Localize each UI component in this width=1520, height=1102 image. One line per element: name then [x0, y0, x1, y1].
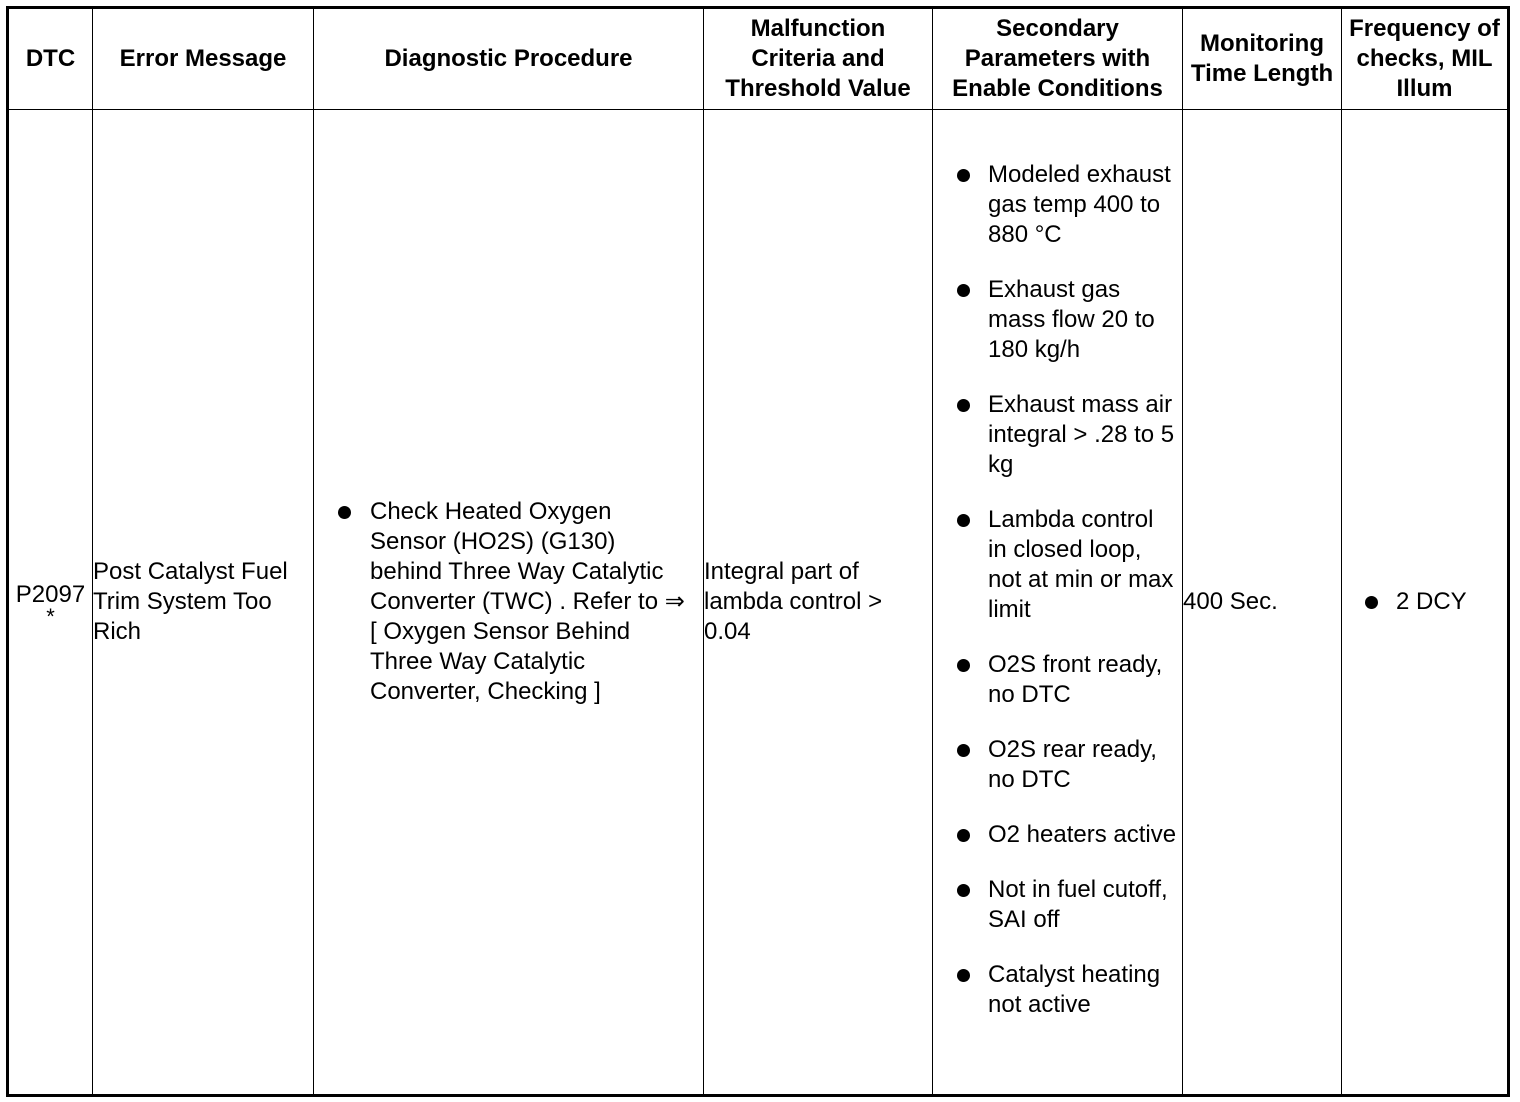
header-error-message: Error Message [93, 8, 314, 110]
frequency-cell [1342, 110, 1509, 1096]
parameter-text: O2S front ready, no DTC [988, 650, 1163, 708]
diagnostic-step-text: Check Heated Oxygen Sensor (HO2S) (G130) behind Three Way Catalytic Converter (TWC) . Refer to ⇒ [ Oxygen Sensor Behind Three Way Catalytic Converter, Checking ] [370, 498, 685, 705]
bullet-icon [957, 399, 970, 412]
table-row [8, 110, 1509, 1096]
malfunction-criteria-cell: Integral part of lambda control > 0.04 [704, 110, 933, 1096]
error-message-cell: Post Catalyst Fuel Trim System Too Rich [93, 110, 314, 1096]
bullet-icon [957, 284, 970, 297]
list-item [933, 160, 1182, 250]
dtc-code: P2097 [15, 581, 86, 608]
parameter-text: Exhaust mass air integral > .28 to 5 kg [988, 390, 1175, 478]
list-item [1342, 587, 1507, 617]
dtc-table [6, 6, 1510, 1097]
list-item [933, 650, 1182, 710]
list-item [933, 505, 1182, 625]
bullet-icon [957, 969, 970, 982]
frequency-text: 2 DCY [1396, 588, 1467, 615]
list-item [933, 390, 1182, 480]
table-header [8, 8, 1509, 110]
header-frequency: Frequency of checks, MIL Illum [1342, 8, 1509, 110]
secondary-parameters-list [933, 160, 1182, 1020]
bullet-icon [1365, 596, 1378, 609]
parameter-text: Catalyst heating not active [988, 960, 1161, 1018]
bullet-icon [957, 829, 970, 842]
header-malfunction-criteria: Malfunction Criteria and Threshold Value [704, 8, 933, 110]
header-diagnostic-procedure: Diagnostic Procedure [314, 8, 704, 110]
bullet-icon [338, 506, 351, 519]
bullet-icon [957, 514, 970, 527]
parameter-text: O2 heaters active [988, 820, 1177, 848]
secondary-parameters-cell [933, 110, 1183, 1096]
header-row [8, 8, 1509, 110]
parameter-text: Not in fuel cutoff, SAI off [988, 875, 1168, 933]
list-item [933, 275, 1182, 365]
dtc-cell [8, 110, 93, 1096]
list-item [314, 497, 703, 707]
bullet-icon [957, 884, 970, 897]
header-monitoring-time: Monitoring Time Length [1183, 8, 1342, 110]
parameter-text: Modeled exhaust gas temp 400 to 880 °C [988, 160, 1171, 248]
bullet-icon [957, 659, 970, 672]
list-item [933, 735, 1182, 795]
header-secondary-parameters: Secondary Parameters with Enable Conditions [933, 8, 1183, 110]
diagnostic-procedure-list [314, 497, 703, 707]
header-dtc: DTC [8, 8, 93, 110]
dtc-marker: * [46, 604, 55, 629]
parameter-text: O2S rear ready, no DTC [988, 735, 1157, 793]
bullet-icon [957, 169, 970, 182]
diagnostic-procedure-cell [314, 110, 704, 1096]
parameter-text: Lambda control in closed loop, not at min or max limit [988, 505, 1174, 623]
parameter-text: Exhaust gas mass flow 20 to 180 kg/h [988, 275, 1155, 363]
bullet-icon [957, 744, 970, 757]
monitoring-time-cell: 400 Sec. [1183, 110, 1342, 1096]
list-item [933, 875, 1182, 935]
list-item [933, 960, 1182, 1020]
list-item [933, 820, 1182, 850]
frequency-list [1342, 587, 1507, 617]
